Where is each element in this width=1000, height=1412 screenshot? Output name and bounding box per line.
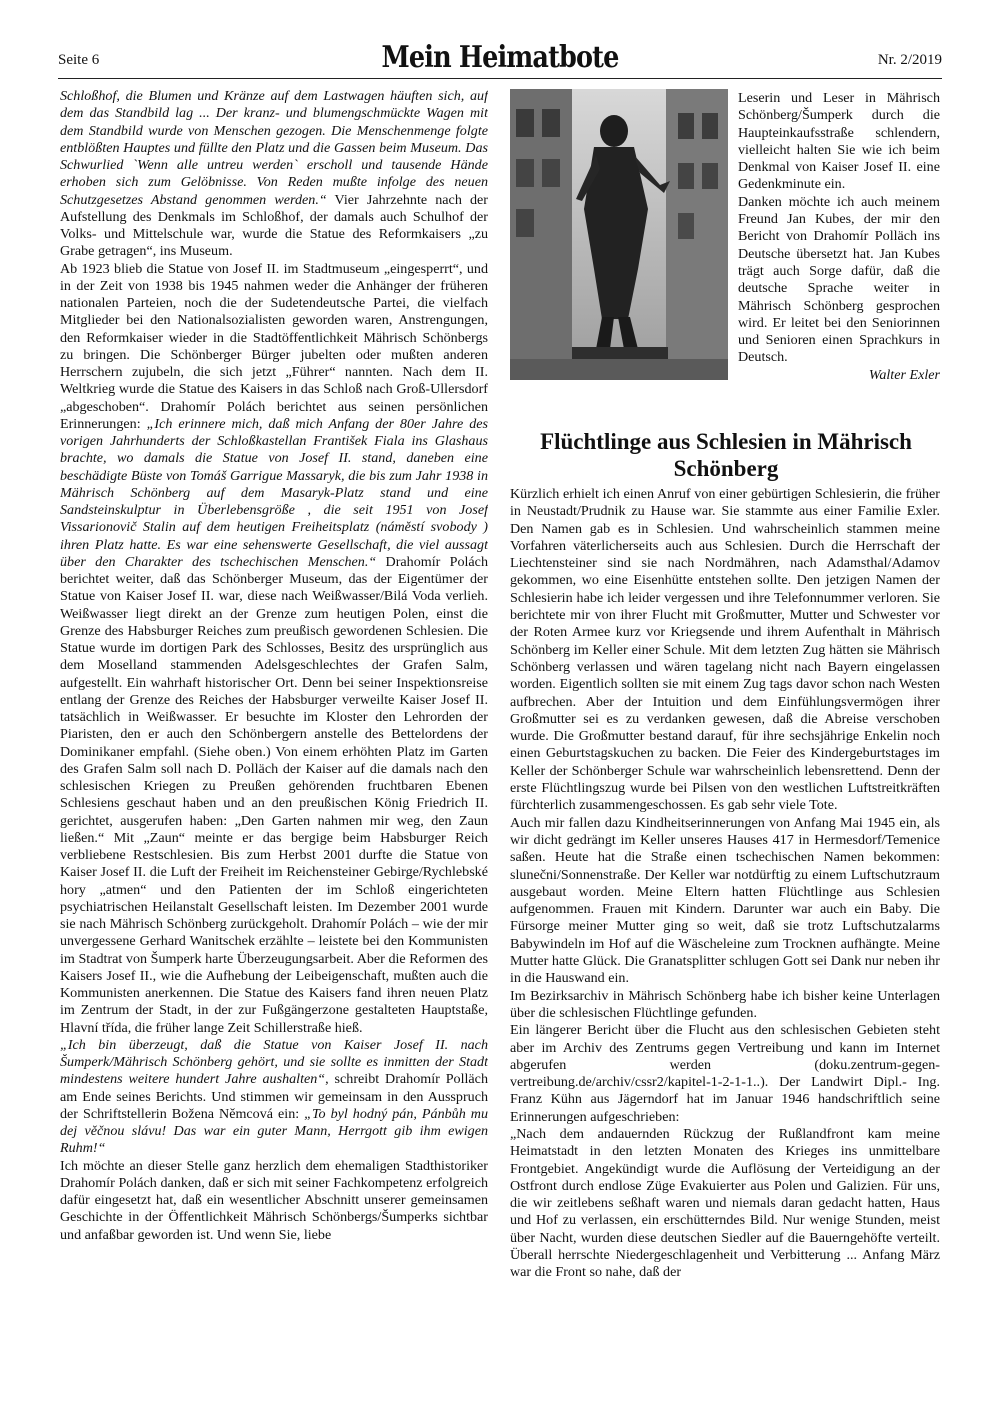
page-header bbox=[58, 40, 942, 80]
article-paragraph-5: „Nach dem andauernden Rückzug der Rußlandfront kam meine Heimatstadt in den letzten Monaten des Krieges ins unmittelbare Frontgebiet. Angekündigt wurde die Auflösung der Verteidigung an der Ostfront durch endlose Züge Evakuierter aus Polen und Galizien. Für uns, die wir zeitlebens seßhaft waren und niemals daran gedacht hatten, Haus und Hof zu verlassen, ein erschütterndes Bild. Nur wenige Stunden, meist über Nacht, wurden diese deutschen Siedler auf die Bauerngehöfte verteilt. Überall herrschte Niedergeschlagenheit und Verbitterung ... Anfang März war die Front so nahe, daß der bbox=[510, 1125, 940, 1281]
body-text: , schreibt Drahomír Polläch am Ende seines Berichts. Und stimmen wir gemeinsam in den Ausspruch der Schriftstellerin Božena Němcová ein: bbox=[60, 1071, 488, 1122]
issue-number: Nr. 2/2019 bbox=[877, 52, 942, 68]
article-paragraph-1: Kürzlich erhielt ich einen Anruf von einer gebürtigen Schlesierin, die früher in Neustadt/Prudnik zu Hause war. Sie stammte aus einer Familie Exler. Den Namen gab es in Schlesien. Und wahrscheinlich stammen meine Vorfahren väterlicherseits auch aus Schlesien. Durch die Herrschaft der Liechtensteiner sind sie nach Nordmähren, nach Adamsthal/Adamov gekommen, wo eine Eisenhütte entstehen sollte. Den jetzigen Namen der Schlesierin habe ich leider vergessen und ihre Telefonnummer verloren. Sie berichtete mir von ihrer Flucht mit Großmutter, Mutter und Schwester vor der Roten Armee kurz vor Kriegsende und ihrem Aufenthalt in Mährisch Schönberg im Keller einer Schule. Mit dem letzten Zug hätten sie Mährisch Schönberg verlassen und wären tagelang nicht nach Bayern eingelassen worden. Eigentlich sollten sie mit einem Zug tags davor schon nach Westen aufbrechen. Aber der Intuition und dem Einfühlungsvermögen ihrer Großmutter sei es zu verdanken gewesen, daß die Abreise verschoben wurde. Die Großmutter bestand darauf, für ihre sechsjährige Enkelin noch einen Geburtstagskuchen zu backen. Die Feier des Kindergeburtstages im Keller der Schönberger Schule war wahrscheinlich lebensrettend. Denn der erste Flüchtlingszug wurde bei Pilsen von den westlichen Luftstreitkräften fürchterlich zusammengeschossen. Es gab sehr viele Tote. bbox=[510, 486, 940, 814]
right-top-paragraph-2: Danken möchte ich auch meinem Freund Jan Kubes, der mir den Bericht von Drahomír Polläch ins Deutsche übersetzt hat. Jan Kubes trägt auch Sorge dafür, daß die deutsche Sprache weiter in Mährisch Schönberg gesprochen wird. Er leitet bei den Seniorinnen und Senioren einen Sprachkurs in Deutsch. bbox=[738, 193, 940, 366]
statue-photo bbox=[510, 89, 728, 380]
header-rule bbox=[58, 78, 942, 79]
article-title: Flüchtlinge aus Schlesien in Mährisch Schönberg bbox=[540, 429, 912, 481]
article-paragraph-4: Ein längerer Bericht über die Flucht aus den schlesischen Gebieten steht aber im Archiv des Zentrums gegen Vertreibung und kann im Internet abgerufen werden (doku.zentrum-gegen-vertreibung.de/archiv/cssr2/kapitel-1-2-1-1..). Der Landwirt Dipl.- Ing. Franz Kühn aus Jägerndorf hat im Januar 1946 handschriftlich seine Erinnerungen aufgeschrieben: bbox=[510, 1022, 940, 1125]
article-paragraph-3: Im Bezirksarchiv in Mährisch Schönberg habe ich bisher keine Unterlagen über die schlesischen Flüchtlinge gefunden. bbox=[510, 987, 940, 1021]
quote-text: „To byl hodný pán, Pánbůh mu dej věčnou slávu! Das war ein guter Mann, Herrgott gib ihm ewigen Ruhm!“ bbox=[60, 1105, 488, 1157]
left-paragraph-1 bbox=[60, 88, 488, 261]
left-column bbox=[60, 88, 488, 1378]
article-paragraph-2: Auch mir fallen dazu Kindheitserinnerungen von Anfang Mai 1945 ein, als wir dicht gedrängt im Keller unseres Hauses 417 in Hermesdorf/Temenice saßen. Heute hat die Straße einen tschechischen Namen bekommen: slunečni/Sonnenstraße. Der Keller war notdürftig zu einem Luftschutzraum ausgebaut worden. Meine Eltern hatten Flüchtlinge aus Schlesien aufgenommen. Frauen mit Kindern. Darunter war auch ein Baby. Die Fürsorge meiner Mutter ging so weit, daß sie trotz Luftschutzalarms Babywindeln im Hof auf die Wäscheleine zum Trocknen aufhängte. Meine Mutter hatte Glück. Die Granatsplitter schlugen Gott sei Dank nur neben ihr in die Hauswand ein. bbox=[510, 814, 940, 987]
author-signature: Walter Exler bbox=[868, 366, 940, 383]
body-text: Ab 1923 blieb die Statue von Josef II. im Stadtmuseum „eingesperrt“, und in der Zeit von 1938 bis 1945 nahmen weder die Anhänger der früheren nationalen Parteien, noch die der Sudetendeutsche Partei, die vielfach Mitglieder bei den Nationalsozialisten geworden waren, Anstrengungen, den Reformkaiser wieder in die Stadtöffentlichkeit Mährisch Schönbergs zu bringen. Die Schönberger Bürger jubelten oder mußten anderen Herrschern zujubeln, die sich jetzt „Führer“ nannten. Nach dem II. Weltkrieg wurde die Statue des Kaisers in das Schloß nach Groß-Ullersdorf „abgeschoben“. Drahomír Polách berichtet aus seinen persönlichen Erinnerungen: bbox=[60, 260, 488, 432]
page-number: Seite 6 bbox=[58, 52, 100, 68]
left-paragraph-3 bbox=[60, 1037, 488, 1158]
masthead-title: Mein Heimatbote bbox=[381, 40, 619, 75]
right-top-text bbox=[738, 90, 940, 384]
right-column bbox=[510, 486, 940, 1366]
quote-text: „Ich erinnere mich, daß mich Anfang der 80er Jahre des vorigen Jahrhunderts der Schloßkastellan František Fiala ins Glashaus brachte, wo damals die Statue von Josef II. stand, daneben eine beschädigte Büste von Tomáš Garrigue Massaryk, die bis zum Jahr 1938 in Mährisch Schönberg auf dem Masaryk-Platz stand und eine Sandsteinskulptur in Überlebensgröße , die seit 1951 von Josef Vissarionovič Stalin auf dem heutigen Freiheitsplatz (náměstí svobody ) ihren Platz hatte. Es war eine sehenswerte Gesellschaft, die viel aussagt über den Charakter des tschechischen Menschen.“ bbox=[60, 415, 488, 570]
left-paragraph-4: Ich möchte an dieser Stelle ganz herzlich dem ehemaligen Stadthistoriker Drahomír Polách danken, daß er sich mit seiner Fachkompetenz erfolgreich dafür eingesetzt hat, daß ein wesentlicher Abschnitt unserer gemeinsamen Geschichte in der Öffentlichkeit Mährisch Schönbergs/Šumperks sichtbar und anfaßbar geworden ist. Und wenn Sie, liebe bbox=[60, 1157, 488, 1243]
statue-photo-graphic bbox=[510, 89, 728, 380]
body-text: Drahomír Polách berichtet weiter, daß das Schönberger Museum, das der Eigentümer der Statue von Kaiser Josef II. war, diese nach Weißwasser/Bilá Voda verlieh. Weißwasser liegt direkt an der Grenze zum heutigen Polen, einst die Grenze des Habsburger Reiches zum preußisch gewordenen Schlesien. Die Statue wurde im dortigen Park des Schlosses, Besitz des ursprünglich aus dem Moselland stammenden Adelsgeschlechtes der Grafen Salm, aufgestellt. Ein wahrhaft historischer Ort. Denn bei seiner Inspektionsreise entlang der Grenze des Reiches der Habsburger verweilte Kaiser Josef II. tatsächlich in Weißwasser. Er besuchte im Kloster den Lehrorden der Piaristen, den er auch den Schönbergern anstelle des Bettelordens der Dominikaner empfahl. (Siehe oben.) Von einem erhöhten Platz im Garten des Grafen Salm soll nach D. Polläch der Kaiser auf die damals nach den schlesischen Kriegen zu Preußen gehörenden fruchtbaren Ebenen Schlesiens geschaut haben und an den preußischen König Friedrich II. gerichtet, ausgerufen haben: „Den Garten nahmen mir weg, den Zaun ließen.“ Mit „Zaun“ meinte er das bergige beim Habsburger Reich verbliebene Restschlesien. Bis zum Herbst 2001 durfte die Statue von Kaiser Josef II. die Luft der Freiheit im Reichensteiner Gebirge/Rychlebské hory „atmen“ und den Patienten der im Schloß eingerichteten psychiatrischen Heilanstalt Gesellschaft leisten. Im Dezember 2001 wurde sie nach Mährisch Schönberg zurückgeholt. Drahomír Polách – wie der mir unvergessene Gerhard Wanitschek erzählte – leistete bei den Kommunisten im Stadtrat von Šumperk harte Überzeugungsarbeit. Aber die Reformen des Kaisers Josef II., wie die Aufhebung der Leibeigenschaft, mußten auch die Kommunisten anerkennen. Die Statue des Kaisers fand ihren neuen Platz im Zentrum der Stadt, in der zur Fußgängerzone gestalteten Hauptstaße, Hlavní třída, die früher lange Zeit Schillerstraße hieß. bbox=[60, 553, 488, 1036]
body-text: Vier Jahrzehnte nach der Aufstellung des Denkmals im Schloßhof, der damals auch Schulhof der Volks- und Mittelschule war, wurde die Statue des Reformkaisers „zu Grabe getragen“, ins Museum. bbox=[60, 191, 488, 260]
left-paragraph-2 bbox=[60, 261, 488, 1037]
quote-text: Schloßhof, die Blumen und Kränze auf dem Lastwagen häuften sich, auf dem das Standbild lag ... Der kranz- und blumengschmückte Wagen mit dem Standbild wurde von Menschen gezogen. Die Menschenmenge folgte entblößten Hauptes und füllte den Platz und die Gassen beim Museum. Das Schwurlied `Wenn alle untreu werden` erscholl und tausende Hände erhoben sich zum Gelöbnisse. Von Reden mußte infolge des neuen Schutzgesetzes Abstand genommen werden.“ bbox=[60, 88, 488, 208]
quote-text: „Ich bin überzeugt, daß die Statue von Kaiser Josef II. nach Šumperk/Mährisch Schönberg gehört, und sie sollte es inmitten der Stadt mindestens weitere hundert Jahre aushalten“ bbox=[60, 1036, 488, 1088]
right-top-paragraph-1: Leserin und Leser in Mährisch Schönberg/Šumperk durch die Haupteinkaufsstraße schlendern, vielleicht halten Sie wie ich beim Denkmal von Kaiser Josef II. eine Gedenkminute ein. bbox=[738, 90, 940, 193]
